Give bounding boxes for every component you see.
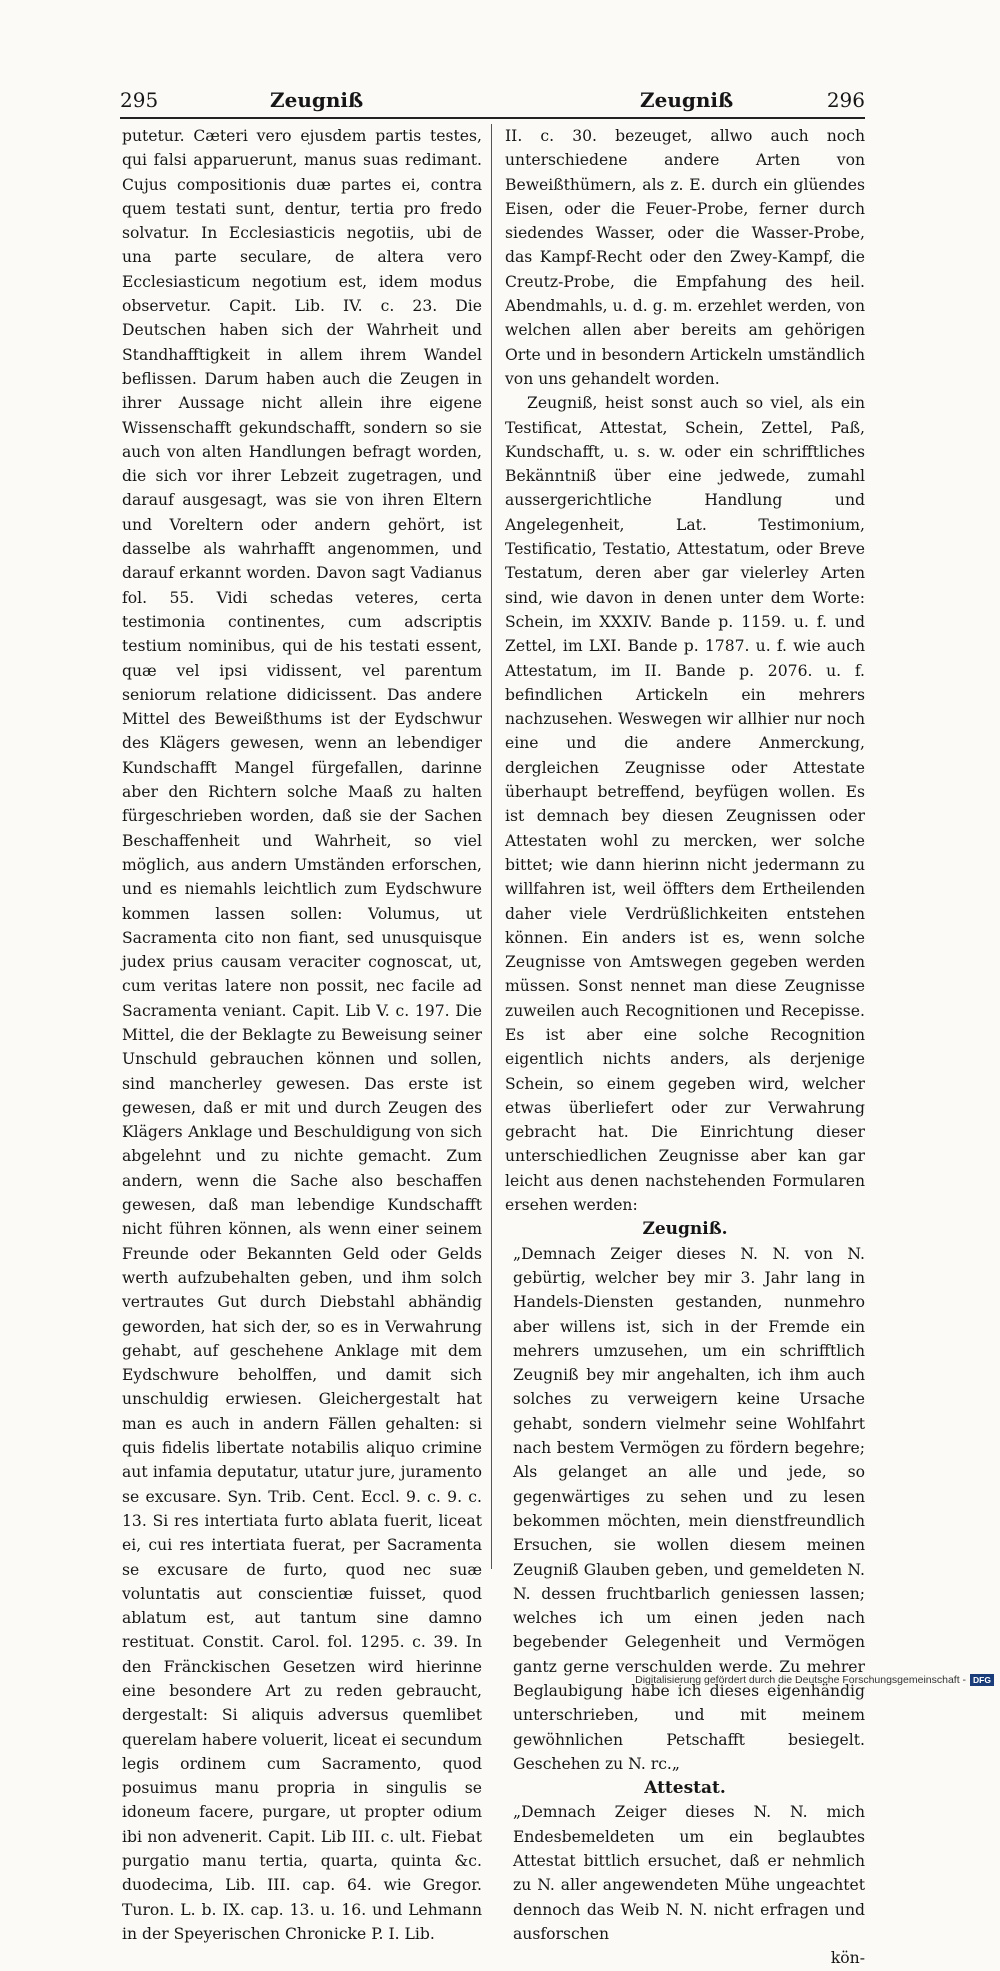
right-column-intro: II. c. 30. bezeuget, allwo auch noch unterschiedene andere Arten von Beweißthümern, als z. E. durch ein glüendes Eisen, oder die Feuer-Probe, ferner durch siedendes Wasser, oder die Wasser-Probe, das Kampf-Recht oder den Zwey-Kampf, die Creutz-Probe, die Empfahung des heil. Abendmahls, u. d. g. m. erzehlet werden, von welchen allen aber bereits am gehörigen Orte und in besondern Artickeln umständlich von uns gehandelt worden. bbox=[505, 127, 865, 388]
formular-heading-zeugniss: Zeugniß. bbox=[642, 1219, 728, 1240]
formular-attestat-text: „Demnach Zeiger dieses N. N. mich Endesbemeldeten um ein beglaubtes Attestat bittlich ersuchet, daß er nehmlich zu N. aller angewendeten Mühe ungeachtet dennoch das Weib N. N. nicht erfragen und ausforschen bbox=[513, 1803, 865, 1943]
header-rule bbox=[120, 117, 865, 119]
catchword: kön- bbox=[830, 1949, 865, 1968]
digitization-footer bbox=[635, 1674, 994, 1686]
zeugniss-definition-paragraph: Zeugniß, heist sonst auch so viel, als ein Testificat, Attestat, Schein, Zettel, Paß, Kundschafft, u. s. w. oder ein schrifftliches Bekänntniß über eine jedwede, zumahl aussergerichtliche Handlung und Angelegenheit, Lat. Testimonium, Testificatio, Testatio, Attestatum, oder Breve Testatum, deren aber gar vielerley Arten sind, wie davon in denen unter dem Worte: Schein, im XXXIV. Bande p. 1159. u. f. und Zettel, im LXI. Bande p. 1787. u. f. wie auch Attestatum, im II. Bande p. 2076. u. f. befindlichen Artickeln ein mehrers nachzusehen. Weswegen wir allhier nur noch eine und die andere Anmerckung, dergleichen Zeugnisse oder Attestate überhaupt betreffend, beyfügen wollen. Es ist demnach bey diesen Zeugnissen oder Attestaten wohl zu mercken, wer solche bittet; wie dann hierinn nicht jedermann zu willfahren ist, weil öffters dem Ertheilenden daher viele Verdrüßlichkeiten entstehen können. Ein anders ist es, wenn solche Zeugnisse von Amtswegen gegeben werden müssen. Sonst nennet man diese Zeugnisse zuweilen auch Recognitionen und Recepisse. Es ist aber eine solche Recognition eigentlich nichts anders, als derjenige Schein, so einem gegeben wird, welcher etwas überliefert oder zur Verwahrung gebracht hat. Die Einrichtung dieser unterschiedlichen Zeugnisse aber kan gar leicht aus denen nachstehenden Formularen ersehen werden: bbox=[505, 394, 865, 1215]
running-title-right: Zeugniß bbox=[640, 88, 734, 112]
left-column bbox=[122, 124, 482, 1943]
page-number-right: 296 bbox=[826, 88, 865, 112]
column-divider bbox=[491, 124, 492, 1569]
running-title-left: Zeugniß bbox=[270, 88, 364, 112]
formular-zeugniss-text: „Demnach Zeiger dieses N. N. von N. gebürtig, welcher bey mir 3. Jahr lang in Handels-Diensten gestanden, nunmehro aber willens ist, sich in der Fremde ein mehrers umzusehen, um ein schrifftlich Zeugniß bey mir angehalten, ich ihm auch solches zu verweigern keine Ursache gehabt, sondern vielmehr seine Wohlfahrt nach bestem Vermögen zu fördern begehre; Als gelanget an alle und jede, so gegenwärtiges zu sehen und zu lesen bekommen möchten, mein dienstfreundlich Ersuchen, sie wollen diesem meinen Zeugniß Glauben geben, und gemeldeten N. N. dessen fruchtbarlich geniessen lassen; welches ich um einen jeden nach begebender Gelegenheit und Vermögen gantz gerne verschulden werde. Zu mehrer Beglaubigung habe ich dieses eigenhändig unterschrieben, und mit meinem gewöhnlichen Petschafft besiegelt. Geschehen zu N. rc.„ bbox=[513, 1244, 865, 1773]
formular-heading-attestat: Attestat. bbox=[644, 1778, 726, 1799]
page-number-left: 295 bbox=[120, 88, 159, 112]
dfg-logo: DFG bbox=[970, 1674, 994, 1686]
running-header bbox=[120, 88, 865, 114]
left-column-text: putetur. Cæteri vero ejusdem partis testes, qui falsi apparuerunt, manus suas redimant. Cujus compositionis duæ partes ei, contra quem testati sunt, dentur, tertia pro fredo solvatur. In Ecclesiasticis negotiis, ubi de una parte seculare, de altera vero Ecclesiasticum negotium est, idem modus observetur. Capit. Lib. IV. c. 23. Die Deutschen haben sich der Wahrheit und Standhafftigkeit in allem ihrem Wandel beflissen. Darum haben auch die Zeugen in ihrer Aussage nicht allein ihre eigene Wissenschafft gekundschafft, sondern so sie auch von alten Handlungen befragt worden, die sich vor ihrer Lebzeit zugetragen, und darauf ausgesagt, was sie von ihren Eltern und Voreltern oder andern gehört, ist dasselbe als wahrhafft angenommen, und darauf erkannt worden. Davon sagt Vadianus fol. 55. Vidi schedas veteres, certa testimonia continentes, cum adscriptis testium nominibus, qui de his testati essent, quæ vel ipsi vidissent, vel parentum seniorum relatione didicissent. Das andere Mittel des Beweißthums ist der Eydschwur des Klägers gewesen, wenn an lebendiger Kundschafft Mangel fürgefallen, darinne aber den Richtern solche Maaß zu halten fürgeschrieben worden, daß sie der Sachen Beschaffenheit und Wahrheit, so viel möglich, aus andern Umständen erforschen, und es niemahls leichtlich zum Eydschwure kommen lassen sollen: Volumus, ut Sacramenta cito non fiant, sed unusquisque judex prius causam veraciter cognoscat, ut, cum veritas latere non possit, nec facile ad Sacramenta veniant. Capit. Lib V. c. 197. Die Mittel, die der Beklagte zu Beweisung seiner Unschuld gebrauchen können und sollen, sind mancherley gewesen. Das erste ist gewesen, daß er mit und durch Zeugen des Klägers Anklage und Beschuldigung von sich abgelehnt und zu nichte gemacht. Zum andern, wenn die Sache also beschaffen gewesen, daß man lebendige Kundschafft nicht führen können, als wenn einer seinem Freunde oder Bekannten Geld oder Gelds werth aufzubehalten geben, und ihm solch vertrautes Gut durch Diebstahl abhändig geworden, hat sich der, so es in Verwahrung gehabt, auf geschehene Anklage mit dem Eydschwure beholffen, und damit sich unschuldig erwiesen. Gleichergestalt hat man es auch in andern Fällen gehalten: si quis fidelis libertate notabilis aliquo crimine aut infamia deputatur, utatur jure, juramento se excusare. Syn. Trib. Cent. Eccl. 9. c. 9. c. 13. Si res intertiata furto ablata fuerit, liceat ei, cui res intertiata fuerat, per Sacramenta se excusare de furto, quod nec suæ voluntatis aut conscientiæ fuisset, quod ablatum est, aut tantum sine damno restituat. Constit. Carol. fol. 1295. c. 39. In den Fränckischen Gesetzen wird hierinne eine besondere Art zu reden gebraucht, dergestalt: Si aliquis adversus quemlibet querelam habere voluerit, liceat ei secundum legis ordinem cum Sacramento, quod posuimus manu propria in singulis se idoneum facere, purgare, ut propter odium ibi non advenerit. Capit. Lib III. c. ult. Fiebat purgatio manu tertia, quarta, quinta &c. duodecima, Lib. III. cap. 64. wie Gregor. Turon. L. b. IX. cap. 13. u. 16. und Lehmann in der Speyerischen Chronicke P. I. Lib. bbox=[122, 127, 482, 1943]
footer-text: Digitalisierung gefördert durch die Deutsche Forschungsgemeinschaft - bbox=[635, 1673, 967, 1686]
